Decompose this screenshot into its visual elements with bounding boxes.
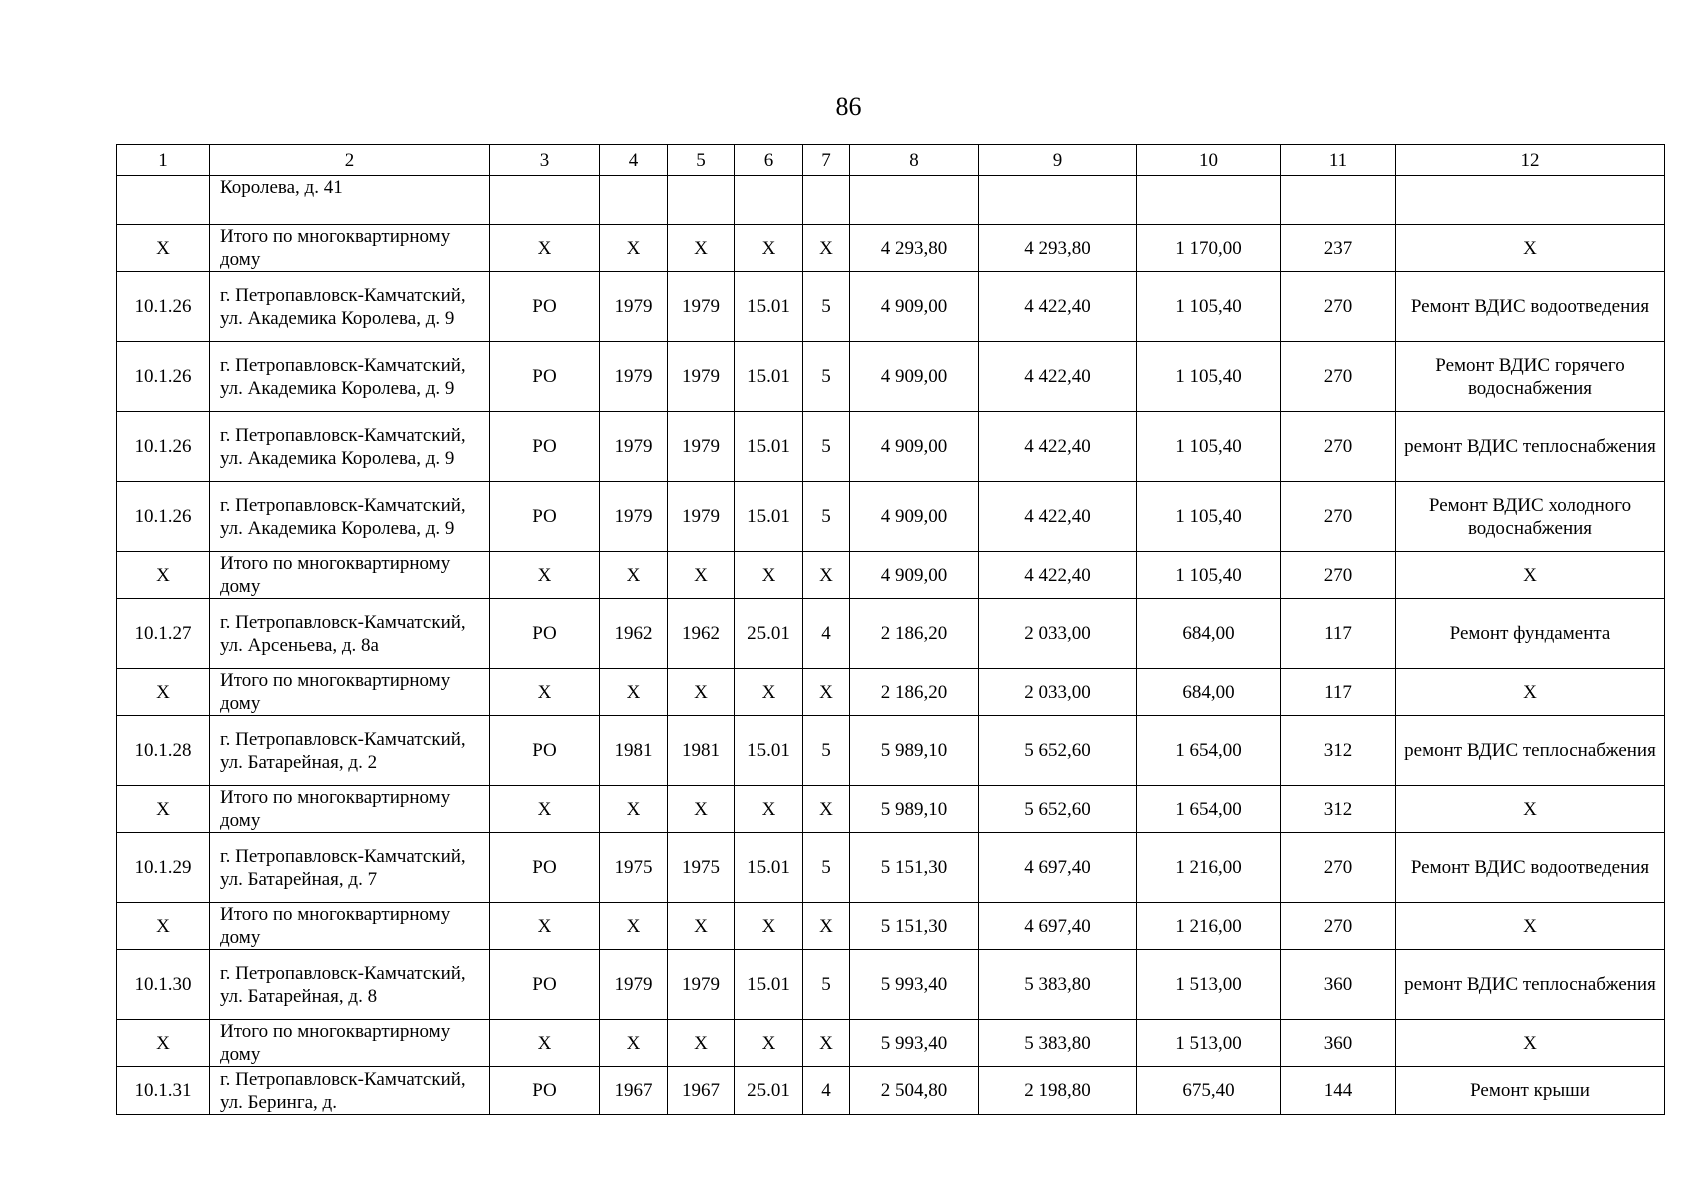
living-area-cell: 5 652,60 [979, 716, 1137, 786]
floors-cell: X [803, 903, 850, 950]
floors-cell: X [803, 552, 850, 599]
commissioning-year-cell: X [600, 669, 668, 716]
total-area-cell: 2 186,20 [850, 669, 979, 716]
last-repair-year-cell: 1979 [668, 482, 735, 552]
table-cell [1281, 176, 1396, 225]
row-number-cell: 10.1.26 [117, 342, 210, 412]
total-area-cell: 2 186,20 [850, 599, 979, 669]
program-type-cell: РО [490, 1067, 600, 1115]
row-number-cell: 10.1.31 [117, 1067, 210, 1115]
nonliving-area-cell: 1 216,00 [1137, 833, 1281, 903]
total-area-cell: 2 504,80 [850, 1067, 979, 1115]
subtotal-row [117, 903, 1665, 950]
wall-material-cell: 15.01 [735, 412, 803, 482]
total-area-cell: 4 909,00 [850, 552, 979, 599]
table-cell [850, 176, 979, 225]
floors-cell: X [803, 225, 850, 272]
living-area-cell: 4 422,40 [979, 552, 1137, 599]
last-repair-year-cell: X [668, 225, 735, 272]
table-row [117, 716, 1665, 786]
column-number-header: 6 [735, 145, 803, 176]
row-number-cell: 10.1.26 [117, 412, 210, 482]
commissioning-year-cell: X [600, 1020, 668, 1067]
nonliving-area-cell: 1 170,00 [1137, 225, 1281, 272]
residents-cell: 270 [1281, 552, 1396, 599]
total-area-cell: 4 909,00 [850, 482, 979, 552]
nonliving-area-cell: 684,00 [1137, 669, 1281, 716]
residents-cell: 144 [1281, 1067, 1396, 1115]
table-row [117, 1067, 1665, 1115]
wall-material-cell: 25.01 [735, 599, 803, 669]
program-type-cell: X [490, 225, 600, 272]
residents-cell: 312 [1281, 786, 1396, 833]
row-number-cell: 10.1.26 [117, 482, 210, 552]
wall-material-cell: 15.01 [735, 482, 803, 552]
address-cell: г. Петропавловск-Камчатский, ул. Академика Королева, д. 9 [210, 412, 490, 482]
program-type-cell: РО [490, 833, 600, 903]
table-row [117, 482, 1665, 552]
table-row [117, 599, 1665, 669]
floors-cell: 5 [803, 412, 850, 482]
row-number-cell: 10.1.26 [117, 272, 210, 342]
residents-cell: 270 [1281, 272, 1396, 342]
wall-material-cell: X [735, 1020, 803, 1067]
work-type-cell: X [1396, 1020, 1665, 1067]
total-area-cell: 4 909,00 [850, 342, 979, 412]
work-type-cell: Ремонт ВДИС водоотведения [1396, 833, 1665, 903]
residents-cell: 270 [1281, 342, 1396, 412]
commissioning-year-cell: 1979 [600, 342, 668, 412]
commissioning-year-cell: 1967 [600, 1067, 668, 1115]
column-number-header: 4 [600, 145, 668, 176]
work-type-cell: ремонт ВДИС теплоснабжения [1396, 950, 1665, 1020]
work-type-cell: X [1396, 786, 1665, 833]
row-number-cell: X [117, 786, 210, 833]
residents-cell: 360 [1281, 950, 1396, 1020]
address-cell: г. Петропавловск-Камчатский, ул. Батарейная, д. 8 [210, 950, 490, 1020]
address-cell: Итого по многоквартирному дому [210, 903, 490, 950]
table-cell [735, 176, 803, 225]
last-repair-year-cell: 1979 [668, 342, 735, 412]
wall-material-cell: X [735, 225, 803, 272]
subtotal-row [117, 669, 1665, 716]
last-repair-year-cell: X [668, 552, 735, 599]
row-number-cell: X [117, 552, 210, 599]
column-number-header: 5 [668, 145, 735, 176]
address-cell: г. Петропавловск-Камчатский, ул. Батарейная, д. 2 [210, 716, 490, 786]
program-type-cell: РО [490, 272, 600, 342]
total-area-cell: 5 993,40 [850, 950, 979, 1020]
living-area-cell: 2 033,00 [979, 599, 1137, 669]
last-repair-year-cell: 1979 [668, 412, 735, 482]
row-number-cell: X [117, 1020, 210, 1067]
floors-cell: 5 [803, 342, 850, 412]
column-number-header: 2 [210, 145, 490, 176]
page-number: 86 [835, 92, 862, 121]
floors-cell: 5 [803, 482, 850, 552]
last-repair-year-cell: X [668, 903, 735, 950]
total-area-cell: 5 993,40 [850, 1020, 979, 1067]
residents-cell: 270 [1281, 903, 1396, 950]
living-area-cell: 2 198,80 [979, 1067, 1137, 1115]
work-type-cell: Ремонт ВДИС горячего водоснабжения [1396, 342, 1665, 412]
residents-cell: 312 [1281, 716, 1396, 786]
last-repair-year-cell: 1962 [668, 599, 735, 669]
work-type-cell: X [1396, 552, 1665, 599]
row-number-cell: 10.1.30 [117, 950, 210, 1020]
program-type-cell: X [490, 552, 600, 599]
wall-material-cell: X [735, 552, 803, 599]
nonliving-area-cell: 1 654,00 [1137, 786, 1281, 833]
table-row [117, 342, 1665, 412]
column-number-header: 11 [1281, 145, 1396, 176]
table-row [117, 833, 1665, 903]
residents-cell: 270 [1281, 482, 1396, 552]
living-area-cell: 4 422,40 [979, 412, 1137, 482]
subtotal-row [117, 1020, 1665, 1067]
last-repair-year-cell: X [668, 1020, 735, 1067]
last-repair-year-cell: 1975 [668, 833, 735, 903]
last-repair-year-cell: 1967 [668, 1067, 735, 1115]
floors-cell: 5 [803, 272, 850, 342]
floors-cell: 5 [803, 833, 850, 903]
column-number-header: 3 [490, 145, 600, 176]
address-cell: Итого по многоквартирному дому [210, 552, 490, 599]
commissioning-year-cell: 1975 [600, 833, 668, 903]
total-area-cell: 5 151,30 [850, 903, 979, 950]
total-area-cell: 5 989,10 [850, 716, 979, 786]
table-cell [1137, 176, 1281, 225]
nonliving-area-cell: 1 105,40 [1137, 482, 1281, 552]
total-area-cell: 4 909,00 [850, 412, 979, 482]
table-cell [979, 176, 1137, 225]
commissioning-year-cell: 1962 [600, 599, 668, 669]
table-cell [490, 176, 600, 225]
column-number-header: 7 [803, 145, 850, 176]
commissioning-year-cell: X [600, 552, 668, 599]
nonliving-area-cell: 675,40 [1137, 1067, 1281, 1115]
commissioning-year-cell: 1979 [600, 412, 668, 482]
commissioning-year-cell: X [600, 786, 668, 833]
wall-material-cell: 15.01 [735, 716, 803, 786]
row-number-cell: 10.1.28 [117, 716, 210, 786]
table-cell [600, 176, 668, 225]
subtotal-row [117, 225, 1665, 272]
row-number-cell: X [117, 225, 210, 272]
nonliving-area-cell: 1 105,40 [1137, 342, 1281, 412]
repair-program-table [116, 144, 1665, 1115]
wall-material-cell: 25.01 [735, 1067, 803, 1115]
address-cell: Королева, д. 41 [210, 176, 490, 225]
floors-cell: 5 [803, 950, 850, 1020]
work-type-cell: Ремонт крыши [1396, 1067, 1665, 1115]
residents-cell: 117 [1281, 669, 1396, 716]
program-type-cell: РО [490, 412, 600, 482]
program-type-cell: X [490, 669, 600, 716]
program-type-cell: РО [490, 716, 600, 786]
floors-cell: X [803, 1020, 850, 1067]
work-type-cell: X [1396, 669, 1665, 716]
table-row [117, 272, 1665, 342]
program-type-cell: X [490, 1020, 600, 1067]
living-area-cell: 4 422,40 [979, 272, 1137, 342]
commissioning-year-cell: 1981 [600, 716, 668, 786]
living-area-cell: 4 293,80 [979, 225, 1137, 272]
program-type-cell: РО [490, 482, 600, 552]
wall-material-cell: 15.01 [735, 342, 803, 412]
work-type-cell: Ремонт ВДИС холодного водоснабжения [1396, 482, 1665, 552]
commissioning-year-cell: X [600, 903, 668, 950]
last-repair-year-cell: 1979 [668, 272, 735, 342]
column-number-header: 10 [1137, 145, 1281, 176]
row-number-cell: X [117, 669, 210, 716]
address-cell: Итого по многоквартирному дому [210, 669, 490, 716]
program-type-cell: РО [490, 342, 600, 412]
nonliving-area-cell: 1 105,40 [1137, 552, 1281, 599]
nonliving-area-cell: 1 654,00 [1137, 716, 1281, 786]
wall-material-cell: 15.01 [735, 950, 803, 1020]
table-row [117, 412, 1665, 482]
last-repair-year-cell: 1981 [668, 716, 735, 786]
living-area-cell: 4 422,40 [979, 482, 1137, 552]
work-type-cell: X [1396, 903, 1665, 950]
nonliving-area-cell: 1 513,00 [1137, 1020, 1281, 1067]
table-cell [117, 176, 210, 225]
program-type-cell: РО [490, 599, 600, 669]
address-cell: г. Петропавловск-Камчатский, ул. Академика Королева, д. 9 [210, 342, 490, 412]
total-area-cell: 5 151,30 [850, 833, 979, 903]
work-type-cell: Ремонт фундамента [1396, 599, 1665, 669]
residents-cell: 360 [1281, 1020, 1396, 1067]
column-number-header-row [117, 145, 1665, 176]
residents-cell: 117 [1281, 599, 1396, 669]
program-type-cell: X [490, 903, 600, 950]
living-area-cell: 4 422,40 [979, 342, 1137, 412]
nonliving-area-cell: 1 513,00 [1137, 950, 1281, 1020]
wall-material-cell: 15.01 [735, 272, 803, 342]
row-number-cell: 10.1.29 [117, 833, 210, 903]
nonliving-area-cell: 1 216,00 [1137, 903, 1281, 950]
living-area-cell: 4 697,40 [979, 903, 1137, 950]
table-cell [803, 176, 850, 225]
commissioning-year-cell: 1979 [600, 272, 668, 342]
subtotal-row [117, 552, 1665, 599]
living-area-cell: 5 383,80 [979, 1020, 1137, 1067]
floors-cell: 4 [803, 1067, 850, 1115]
floors-cell: X [803, 786, 850, 833]
last-repair-year-cell: 1979 [668, 950, 735, 1020]
last-repair-year-cell: X [668, 786, 735, 833]
work-type-cell: X [1396, 225, 1665, 272]
work-type-cell: ремонт ВДИС теплоснабжения [1396, 716, 1665, 786]
living-area-cell: 5 652,60 [979, 786, 1137, 833]
residents-cell: 270 [1281, 833, 1396, 903]
continuation-row [117, 176, 1665, 225]
wall-material-cell: 15.01 [735, 833, 803, 903]
total-area-cell: 4 293,80 [850, 225, 979, 272]
living-area-cell: 4 697,40 [979, 833, 1137, 903]
table-cell [668, 176, 735, 225]
work-type-cell: ремонт ВДИС теплоснабжения [1396, 412, 1665, 482]
wall-material-cell: X [735, 786, 803, 833]
address-cell: Итого по многоквартирному дому [210, 1020, 490, 1067]
commissioning-year-cell: 1979 [600, 482, 668, 552]
address-cell: г. Петропавловск-Камчатский, ул. Арсеньева, д. 8а [210, 599, 490, 669]
total-area-cell: 4 909,00 [850, 272, 979, 342]
floors-cell: 4 [803, 599, 850, 669]
row-number-cell: X [117, 903, 210, 950]
subtotal-row [117, 786, 1665, 833]
address-cell: г. Петропавловск-Камчатский, ул. Академика Королева, д. 9 [210, 272, 490, 342]
address-cell: г. Петропавловск-Камчатский, ул. Беринга, д. [210, 1067, 490, 1115]
commissioning-year-cell: X [600, 225, 668, 272]
last-repair-year-cell: X [668, 669, 735, 716]
address-cell: Итого по многоквартирному дому [210, 786, 490, 833]
work-type-cell: Ремонт ВДИС водоотведения [1396, 272, 1665, 342]
nonliving-area-cell: 1 105,40 [1137, 412, 1281, 482]
address-cell: г. Петропавловск-Камчатский, ул. Батарейная, д. 7 [210, 833, 490, 903]
column-number-header: 8 [850, 145, 979, 176]
living-area-cell: 5 383,80 [979, 950, 1137, 1020]
program-type-cell: X [490, 786, 600, 833]
residents-cell: 270 [1281, 412, 1396, 482]
table-cell [1396, 176, 1665, 225]
column-number-header: 9 [979, 145, 1137, 176]
floors-cell: X [803, 669, 850, 716]
wall-material-cell: X [735, 669, 803, 716]
address-cell: г. Петропавловск-Камчатский, ул. Академика Королева, д. 9 [210, 482, 490, 552]
address-cell: Итого по многоквартирному дому [210, 225, 490, 272]
commissioning-year-cell: 1979 [600, 950, 668, 1020]
column-number-header: 12 [1396, 145, 1665, 176]
total-area-cell: 5 989,10 [850, 786, 979, 833]
row-number-cell: 10.1.27 [117, 599, 210, 669]
wall-material-cell: X [735, 903, 803, 950]
table-row [117, 950, 1665, 1020]
nonliving-area-cell: 684,00 [1137, 599, 1281, 669]
nonliving-area-cell: 1 105,40 [1137, 272, 1281, 342]
program-type-cell: РО [490, 950, 600, 1020]
column-number-header: 1 [117, 145, 210, 176]
floors-cell: 5 [803, 716, 850, 786]
living-area-cell: 2 033,00 [979, 669, 1137, 716]
residents-cell: 237 [1281, 225, 1396, 272]
